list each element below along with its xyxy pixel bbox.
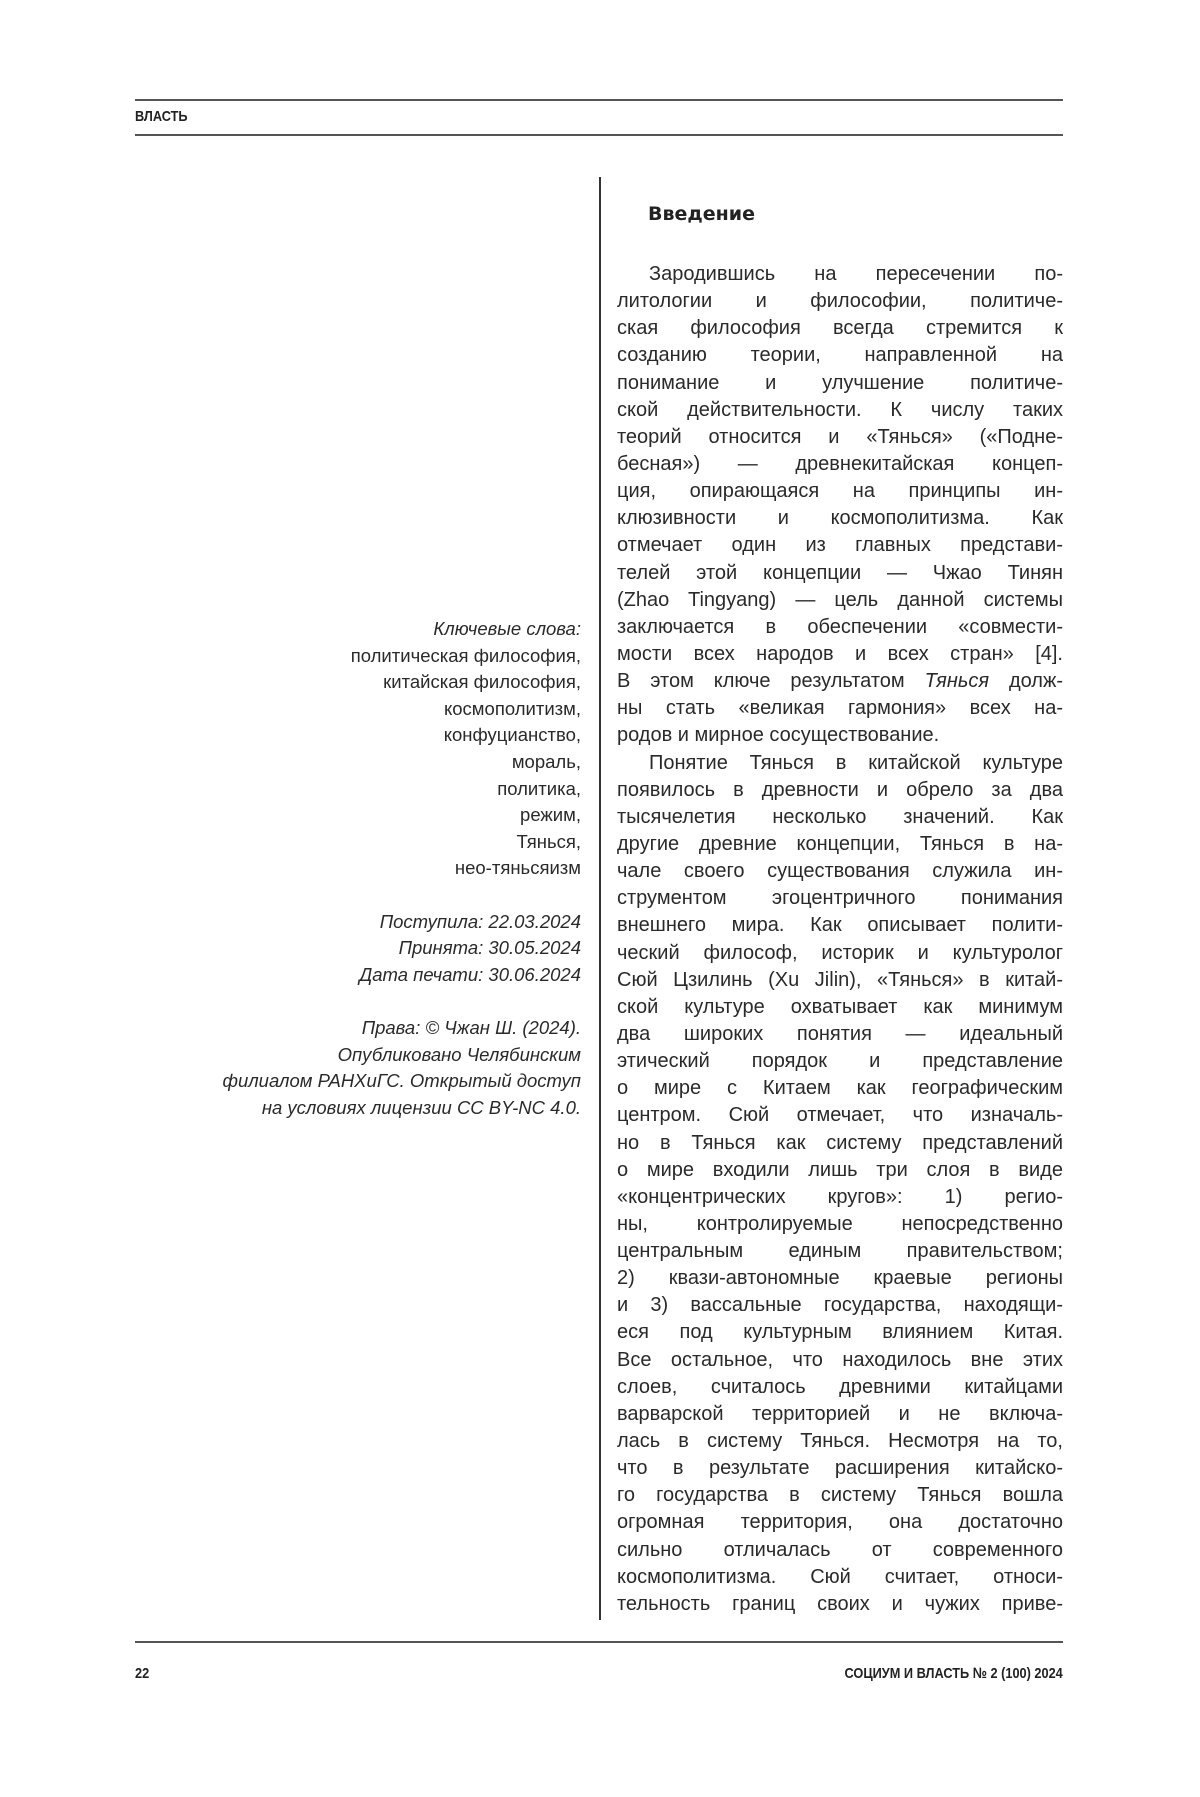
rights-block bbox=[161, 1015, 581, 1121]
text-line: что в результате расширения китайско- bbox=[617, 1455, 1063, 1482]
text-line: еся под культурным влиянием Китая. bbox=[617, 1319, 1063, 1346]
text-line: Понятие Тянься в китайской культуре bbox=[617, 750, 1063, 777]
text-line: другие древние концепции, Тянься в на- bbox=[617, 831, 1063, 858]
text-line: сильно отличалась от современного bbox=[617, 1537, 1063, 1564]
text-line: о мире входили лишь три слоя в виде bbox=[617, 1157, 1063, 1184]
keyword: космополитизм, bbox=[161, 696, 581, 723]
rights-line: Опубликовано Челябинским bbox=[161, 1042, 581, 1069]
text-line: бесная») — древнекитайская концеп- bbox=[617, 451, 1063, 478]
text-line: заключается в обеспечении «совмести- bbox=[617, 614, 1063, 641]
rights-line: на условиях лицензии CC BY-NC 4.0. bbox=[161, 1095, 581, 1122]
text-line: и 3) вассальные государства, находящи- bbox=[617, 1292, 1063, 1319]
text-line: тысячелетия несколько значений. Как bbox=[617, 804, 1063, 831]
text-line: 2) квази-автономные краевые регионы bbox=[617, 1265, 1063, 1292]
text-line: лась в систему Тянься. Несмотря на то, bbox=[617, 1428, 1063, 1455]
emphasized-term: Тянься bbox=[925, 670, 989, 692]
keyword: нео-тяньсяизм bbox=[161, 855, 581, 882]
text-line: родов и мирное сосуществование. bbox=[617, 722, 1063, 749]
text-line: ская философия всегда стремится к bbox=[617, 315, 1063, 342]
date-line: Дата печати: 30.06.2024 bbox=[161, 962, 581, 989]
text-line: чале своего существования служила ин- bbox=[617, 858, 1063, 885]
text-line: внешнего мира. Как описывает полити- bbox=[617, 912, 1063, 939]
running-header-section: ВЛАСТЬ bbox=[135, 108, 188, 125]
text-segment: долж- bbox=[989, 670, 1063, 692]
text-line: го государства в систему Тянься вошла bbox=[617, 1482, 1063, 1509]
text-line: космополитизма. Сюй считает, относи- bbox=[617, 1564, 1063, 1591]
text-line: но в Тянься как систему представлений bbox=[617, 1130, 1063, 1157]
keyword: конфуцианство, bbox=[161, 722, 581, 749]
keywords-label: Ключевые слова: bbox=[161, 616, 581, 643]
header-top-rule bbox=[135, 99, 1063, 101]
text-line: слоев, считалось древними китайцами bbox=[617, 1374, 1063, 1401]
text-line: теорий относится и «Тянься» («Подне- bbox=[617, 424, 1063, 451]
text-line: телей этой концепции — Чжао Тинян bbox=[617, 560, 1063, 587]
text-line: понимание и улучшение политиче- bbox=[617, 370, 1063, 397]
text-line: мости всех народов и всех стран» [4]. bbox=[617, 641, 1063, 668]
text-line: варварской территорией и не включа- bbox=[617, 1401, 1063, 1428]
rights-line: Права: © Чжан Ш. (2024). bbox=[161, 1015, 581, 1042]
text-line: ны стать «великая гармония» всех на- bbox=[617, 695, 1063, 722]
text-line: появилось в древности и обрело за два bbox=[617, 777, 1063, 804]
text-line: ция, опирающаяся на принципы ин- bbox=[617, 478, 1063, 505]
text-line: два широких понятия — идеальный bbox=[617, 1021, 1063, 1048]
text-line: клюзивности и космополитизма. Как bbox=[617, 505, 1063, 532]
keyword: политическая философия, bbox=[161, 643, 581, 670]
dates-block bbox=[161, 909, 581, 989]
text-line: этический порядок и представление bbox=[617, 1048, 1063, 1075]
text-line: Сюй Цзилинь (Xu Jilin), «Тянься» в китай- bbox=[617, 967, 1063, 994]
rights-line: филиалом РАНХиГС. Открытый доступ bbox=[161, 1068, 581, 1095]
column-divider bbox=[599, 177, 601, 1620]
text-line: тельность границ своих и чужих приве- bbox=[617, 1591, 1063, 1618]
text-line: созданию теории, направленной на bbox=[617, 342, 1063, 369]
header-bottom-rule bbox=[135, 134, 1063, 136]
text-line: Зародившись на пересечении по- bbox=[617, 261, 1063, 288]
text-line: центром. Сюй отмечает, что изначаль- bbox=[617, 1102, 1063, 1129]
text-line: огромная территория, она достаточно bbox=[617, 1509, 1063, 1536]
keyword: Тянься, bbox=[161, 829, 581, 856]
text-line: ской культуре охватывает как минимум bbox=[617, 994, 1063, 1021]
text-line: отмечает один из главных представи- bbox=[617, 532, 1063, 559]
text-line: струментом эгоцентричного понимания bbox=[617, 885, 1063, 912]
text-line: ской действительности. К числу таких bbox=[617, 397, 1063, 424]
article-metadata bbox=[161, 616, 581, 1121]
keyword: мораль, bbox=[161, 749, 581, 776]
text-line: ческий философ, историк и культуролог bbox=[617, 940, 1063, 967]
date-line: Принята: 30.05.2024 bbox=[161, 935, 581, 962]
text-line: (Zhao Tingyang) — цель данной системы bbox=[617, 587, 1063, 614]
text-line: центральным единым правительством; bbox=[617, 1238, 1063, 1265]
text-line: «концентрических кругов»: 1) регио- bbox=[617, 1184, 1063, 1211]
date-line: Поступила: 22.03.2024 bbox=[161, 909, 581, 936]
keywords-list bbox=[161, 643, 581, 882]
footer-rule bbox=[135, 1641, 1063, 1643]
journal-issue: СОЦИУМ И ВЛАСТЬ № 2 (100) 2024 bbox=[845, 1665, 1063, 1682]
keyword: режим, bbox=[161, 802, 581, 829]
text-line: литологии и философии, политиче- bbox=[617, 288, 1063, 315]
keyword: политика, bbox=[161, 776, 581, 803]
text-line bbox=[617, 668, 1063, 695]
keyword: китайская философия, bbox=[161, 669, 581, 696]
section-heading: Введение bbox=[648, 203, 755, 225]
text-line: Все остальное, что находилось вне этих bbox=[617, 1347, 1063, 1374]
text-line: ны, контролируемые непосредственно bbox=[617, 1211, 1063, 1238]
article-body bbox=[617, 261, 1063, 1618]
page-number: 22 bbox=[135, 1665, 149, 1682]
text-line: о мире с Китаем как географическим bbox=[617, 1075, 1063, 1102]
text-segment: В этом ключе результатом bbox=[617, 670, 925, 692]
